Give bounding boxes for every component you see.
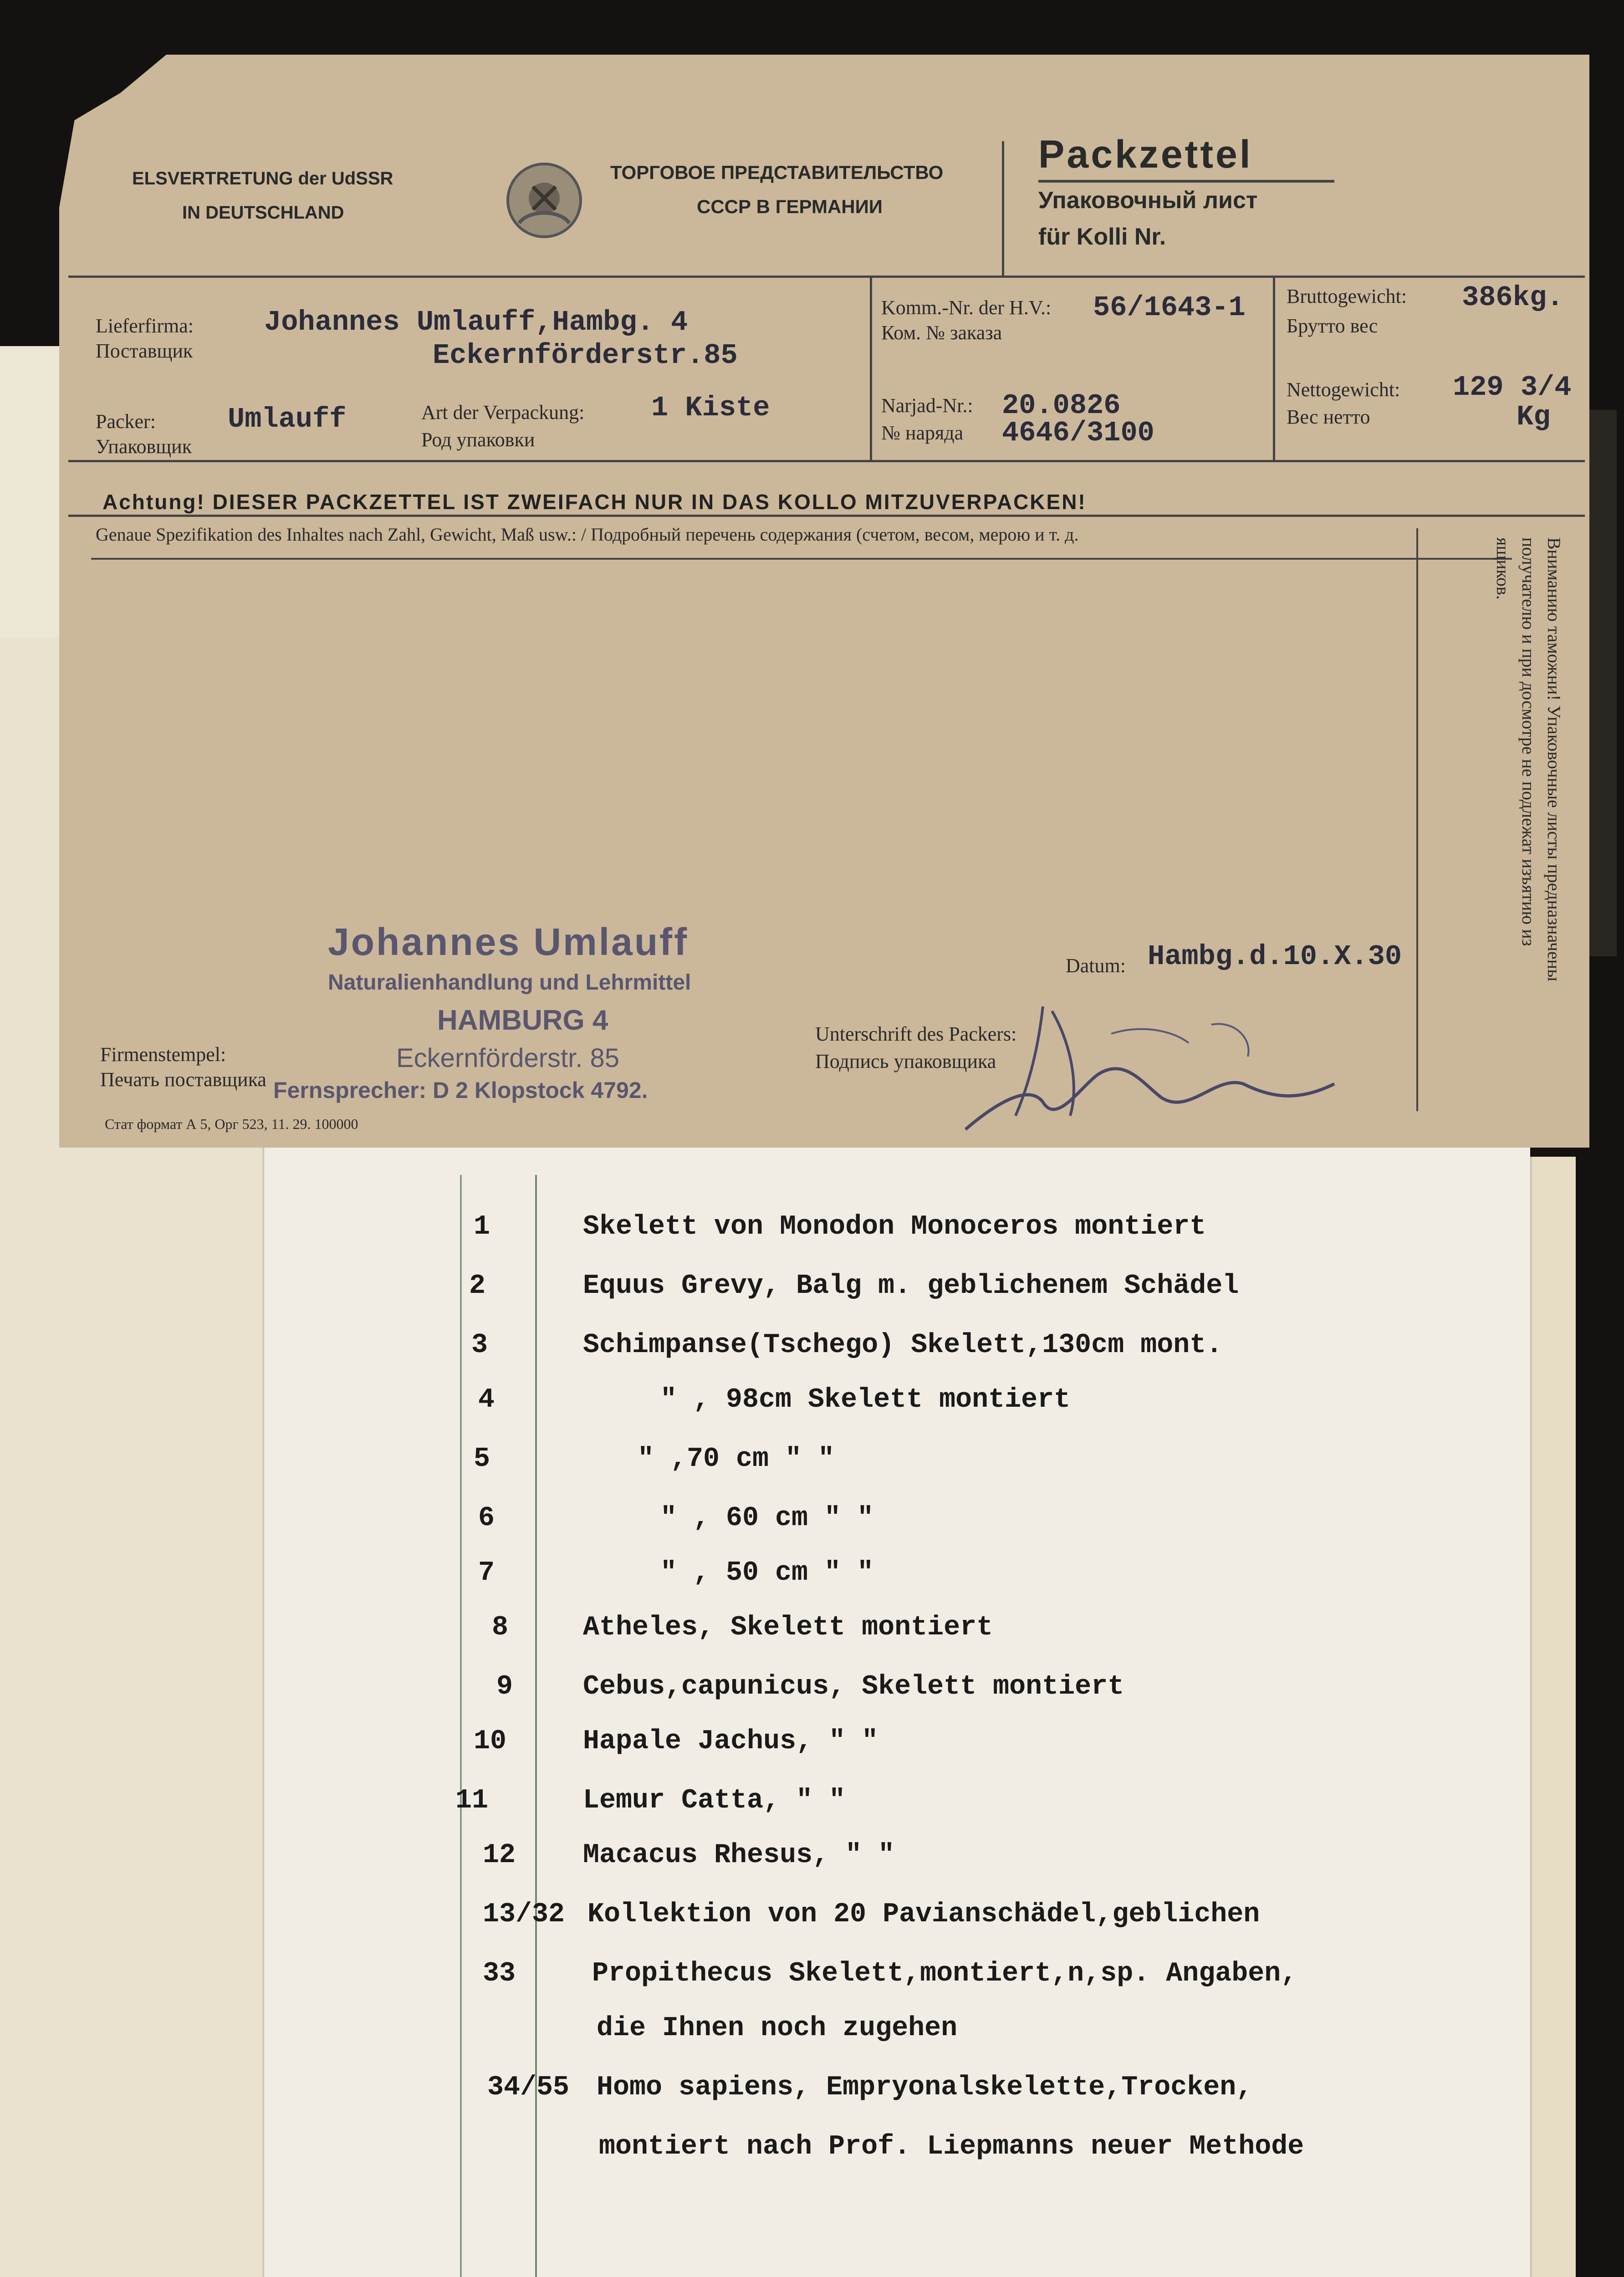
customs-note-line: Вниманию таможни! Упаковочные листы предназначены: [1544, 537, 1564, 982]
slip-title-ru: Упаковочный лист: [1038, 187, 1258, 214]
netto-unit: Kg: [1517, 401, 1551, 433]
grid-line: [1273, 276, 1275, 462]
customs-side-note: [1490, 537, 1567, 1116]
form-code: Стат формат А 5, Орг 523, 11. 29. 100000: [105, 1116, 358, 1132]
item-description: Atheles, Skelett montiert: [583, 1612, 993, 1643]
grid-line: [68, 460, 1585, 462]
margin-rule: [460, 1175, 462, 2277]
komm-label: Komm.-Nr. der H.V.:: [881, 296, 1052, 319]
customs-note-line: получателю и при досмотре не подлежат изъятию из: [1518, 537, 1539, 946]
unterschrift-label-ru: Подпись упаковщика: [815, 1050, 996, 1072]
item-number: 7: [478, 1557, 495, 1588]
unterschrift-label: Unterschrift des Packers:: [815, 1023, 1017, 1045]
item-number: 9: [496, 1671, 513, 1702]
kolli-label: für Kolli Nr.: [1038, 224, 1166, 250]
grid-line: [1416, 528, 1418, 1111]
item-description: Equus Grevy, Balg m. geblichenem Schädel: [583, 1271, 1239, 1302]
item-number: 13/32: [483, 1899, 565, 1930]
header-center-line: ТОРГОВОЕ ПРЕДСТАВИТЕЛЬСТВО: [610, 162, 944, 183]
netto-label: Nettogewicht:: [1287, 378, 1400, 401]
verpackung-label-ru: Род упаковки: [421, 429, 535, 451]
verpackung-value: 1 Kiste: [651, 392, 770, 424]
grid-line: [68, 276, 1585, 278]
header-left-line: ELSVERTRETUNG der UdSSR: [132, 168, 393, 189]
netto-value: 129 3/4: [1453, 371, 1572, 403]
item-description: Cebus,capunicus, Skelett montiert: [583, 1671, 1124, 1702]
brutto-label: Bruttogewicht:: [1287, 285, 1407, 307]
header-divider: [1002, 141, 1004, 278]
spec-line: Genaue Spezifikation des Inhaltes nach Zahl, Gewicht, Maß usw.: / Подробный перечень содержания (счетом, весом, мерою и т. д.: [96, 524, 1079, 545]
item-description: " , 60 cm " ": [660, 1503, 874, 1534]
datum-value: Hambg.d.10.X.30: [1148, 940, 1402, 973]
lieferfirma-label: Lieferfirma:: [96, 315, 194, 337]
item-description: die Ihnen noch zugehen: [597, 2013, 958, 2044]
item-number: 12: [483, 1840, 516, 1871]
grid-line: [68, 515, 1585, 517]
brutto-value: 386kg.: [1462, 281, 1564, 314]
header-left-line: IN DEUTSCHLAND: [182, 203, 344, 223]
packer-label: Packer:: [96, 410, 156, 433]
firmenstempel-label-ru: Печать поставщика: [100, 1068, 266, 1091]
grid-line: [870, 276, 872, 462]
company-stamp-line: Eckernförderstr. 85: [396, 1043, 619, 1073]
packer-value: Umlauff: [228, 403, 347, 435]
item-number: 5: [474, 1444, 490, 1475]
item-description: Skelett von Monodon Monoceros montiert: [583, 1211, 1206, 1242]
item-number: 11: [455, 1785, 489, 1816]
notice-line: Achtung! DIESER PACKZETTEL IST ZWEIFACH NUR IN DAS KOLLO MITZUVERPACKEN!: [102, 490, 1087, 514]
netto-label-ru: Вес нетто: [1287, 406, 1370, 428]
item-description: Macacus Rhesus, " ": [583, 1840, 895, 1871]
lieferfirma-address: Eckernförderstr.85: [433, 339, 738, 372]
customs-note-line: ящиков.: [1493, 537, 1513, 600]
narjad-value: 20.0826: [1002, 389, 1121, 422]
item-description: Hapale Jachus, " ": [583, 1726, 878, 1757]
item-description: montiert nach Prof. Liepmanns neuer Methode: [599, 2131, 1304, 2162]
item-number: 34/55: [487, 2072, 570, 2103]
company-stamp-line: Johannes Umlauff: [328, 920, 689, 963]
item-description: Lemur Catta, " ": [583, 1785, 846, 1816]
lieferfirma-label-ru: Поставщик: [96, 340, 193, 362]
item-description: " , 50 cm " ": [660, 1557, 874, 1588]
packer-label-ru: Упаковщик: [96, 435, 192, 458]
company-stamp-line: HAMBURG 4: [437, 1005, 608, 1036]
ussr-emblem-icon: [501, 155, 587, 246]
narjad-label: Narjad-Nr.:: [881, 394, 973, 417]
item-number: 3: [471, 1330, 488, 1361]
margin-rule: [535, 1175, 537, 2277]
item-description: Propithecus Skelett,montiert,n,sp. Angaben,: [592, 1958, 1297, 1989]
item-description: Schimpanse(Tschego) Skelett,130cm mont.: [583, 1330, 1223, 1361]
komm-value: 56/1643-1: [1093, 291, 1246, 324]
company-stamp-line: Fernsprecher: D 2 Klopstock 4792.: [273, 1077, 648, 1103]
verpackung-label: Art der Verpackung:: [421, 401, 585, 424]
title-underline: [1038, 180, 1334, 183]
item-number: 1: [474, 1211, 490, 1242]
slip-title: Packzettel: [1038, 133, 1253, 176]
item-number: 33: [483, 1958, 516, 1989]
lieferfirma-value: Johannes Umlauff,Hambg. 4: [264, 306, 688, 338]
narjad-label-ru: № наряда: [881, 422, 964, 444]
komm-label-ru: Ком. № заказа: [881, 322, 1002, 344]
handwritten-signature: [683, 2254, 1366, 2277]
item-description: Kollektion von 20 Pavianschädel,geblichen: [587, 1899, 1260, 1930]
narjad-value: 4646/3100: [1002, 417, 1154, 449]
datum-label: Datum:: [1066, 955, 1126, 977]
firmenstempel-label: Firmenstempel:: [100, 1043, 226, 1066]
item-number: 8: [492, 1612, 509, 1643]
item-description: " , 98cm Skelett montiert: [660, 1384, 1071, 1415]
company-stamp-line: Naturalienhandlung und Lehrmittel: [328, 970, 691, 995]
header-center-line: СССР В ГЕРМАНИИ: [697, 196, 883, 217]
brutto-label-ru: Брутто вес: [1287, 315, 1378, 337]
packer-signature: [934, 993, 1380, 1148]
grid-line: [91, 558, 1512, 560]
item-number: 4: [478, 1384, 495, 1415]
item-number: 10: [474, 1726, 507, 1757]
item-number: 6: [478, 1503, 495, 1534]
background-sheet: [1530, 1157, 1576, 2277]
item-description: Homo sapiens, Empryonalskelette,Trocken,: [597, 2072, 1253, 2103]
item-number: 2: [469, 1271, 486, 1302]
item-description: " ,70 cm " ": [638, 1444, 835, 1475]
